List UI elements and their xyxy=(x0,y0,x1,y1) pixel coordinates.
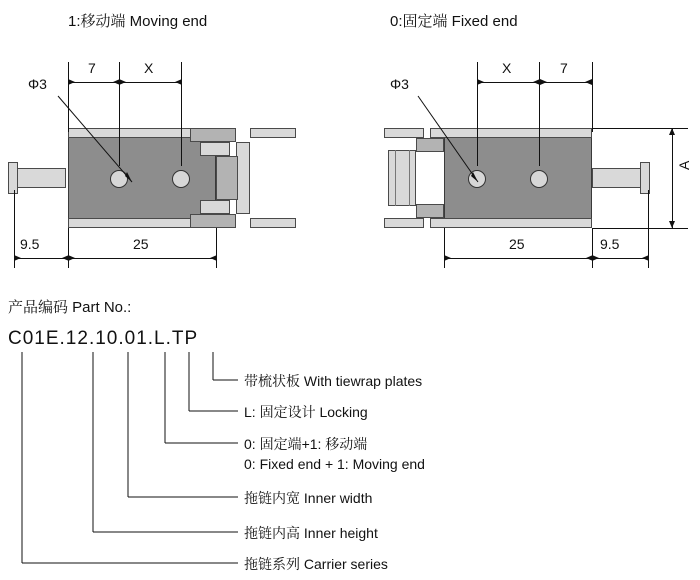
dim-a-arrow-bottom xyxy=(669,221,675,228)
dim-25-left-arrow-l xyxy=(68,255,75,261)
right-roller-edge-1 xyxy=(395,150,396,206)
dim-7-left-label: 7 xyxy=(88,60,96,76)
left-body xyxy=(68,136,216,220)
ext-line-r3 xyxy=(592,62,593,132)
dim-phi3-right: Φ3 xyxy=(390,76,409,92)
left-end-tab-cap xyxy=(8,162,18,194)
dim-7-right-arrow-right xyxy=(585,79,592,85)
right-body-bottom-strip xyxy=(430,218,592,228)
left-hole-2 xyxy=(172,170,190,188)
left-link-cap-upper xyxy=(250,128,296,138)
ext-a-bottom xyxy=(592,228,688,229)
dim-95-left-line xyxy=(14,258,69,259)
dim-7-right-arrow-left xyxy=(540,79,547,85)
dim-x-right-line xyxy=(477,82,540,83)
dim-25-left-label: 25 xyxy=(133,236,149,252)
right-link-bracket-upper xyxy=(416,138,444,152)
right-body xyxy=(444,136,592,220)
dim-95-right-line xyxy=(592,258,649,259)
dim-a-line xyxy=(672,128,673,228)
dim-x-left-label: X xyxy=(144,60,154,76)
left-link-upper xyxy=(190,128,236,142)
legend-item-locking: L: 固定设计 Locking xyxy=(244,404,368,420)
ext-line-r1 xyxy=(477,62,478,166)
title-moving-end: 1:移动端 Moving end xyxy=(68,13,208,30)
ext-b3 xyxy=(216,228,217,268)
left-link-inner-lower xyxy=(200,200,230,214)
dim-phi3-left: Φ3 xyxy=(28,76,47,92)
dim-x-left-arrow-right xyxy=(175,79,182,85)
ext-b2 xyxy=(68,228,69,268)
dim-95-right-label: 9.5 xyxy=(600,236,620,252)
dim-25-right-arrow-l xyxy=(444,255,451,261)
dim-95-right-arrow-l xyxy=(592,255,599,261)
dim-x-left-line xyxy=(119,82,182,83)
dim-a-arrow-top xyxy=(669,128,675,135)
right-link-bracket-lower xyxy=(416,204,444,218)
legend-item-inner-width: 拖链内宽 Inner width xyxy=(244,490,373,506)
right-body-top-strip xyxy=(430,128,592,138)
dim-x-right-arrow-right xyxy=(533,79,540,85)
ext-line-l1 xyxy=(68,62,69,132)
right-roller xyxy=(388,150,416,206)
title-fixed-end: 0:固定端 Fixed end xyxy=(390,13,518,30)
right-hole-1 xyxy=(468,170,486,188)
dim-95-left-arrow-l xyxy=(14,255,21,261)
dim-25-left-line xyxy=(68,258,217,259)
right-hole-2 xyxy=(530,170,548,188)
right-link-cap-upper xyxy=(384,128,424,138)
right-roller-edge-2 xyxy=(409,150,410,206)
ext-b4 xyxy=(444,228,445,268)
dim-x-right-arrow-left xyxy=(477,79,484,85)
ext-line-l3 xyxy=(181,62,182,166)
left-link-mid xyxy=(216,156,238,200)
dim-95-left-label: 9.5 xyxy=(20,236,40,252)
ext-line-l2 xyxy=(119,62,120,166)
left-link-spine xyxy=(236,142,250,214)
left-link-cap-lower xyxy=(250,218,296,228)
dim-x-left-arrow-left xyxy=(119,79,126,85)
ext-b5 xyxy=(592,228,593,268)
legend-item-end-en: 0: Fixed end + 1: Moving end xyxy=(244,456,425,472)
left-hole-1 xyxy=(110,170,128,188)
dim-25-left-arrow-r xyxy=(210,255,217,261)
right-link-cap-lower xyxy=(384,218,424,228)
dim-25-right-line xyxy=(444,258,593,259)
partno-heading: 产品编码 Part No.: xyxy=(8,299,132,316)
legend-item-carrier-series: 拖链系列 Carrier series xyxy=(244,556,388,572)
dim-25-right-label: 25 xyxy=(509,236,525,252)
ext-line-r2 xyxy=(539,62,540,166)
partno-code: C01E.12.10.01.L.TP xyxy=(8,328,199,349)
dim-95-right-arrow-r xyxy=(642,255,649,261)
dim-a-label: A xyxy=(676,160,692,170)
legend-item-end-cn: 0: 固定端+1: 移动端 xyxy=(244,436,368,452)
dim-7-left-arrow-left xyxy=(68,79,75,85)
legend-item-tiewrap: 带梳状板 With tiewrap plates xyxy=(244,373,423,389)
dim-x-right-label: X xyxy=(502,60,512,76)
dim-7-right-label: 7 xyxy=(560,60,568,76)
left-link-inner-upper xyxy=(200,142,230,156)
legend-item-inner-height: 拖链内高 Inner height xyxy=(244,525,378,541)
left-link-lower xyxy=(190,214,236,228)
